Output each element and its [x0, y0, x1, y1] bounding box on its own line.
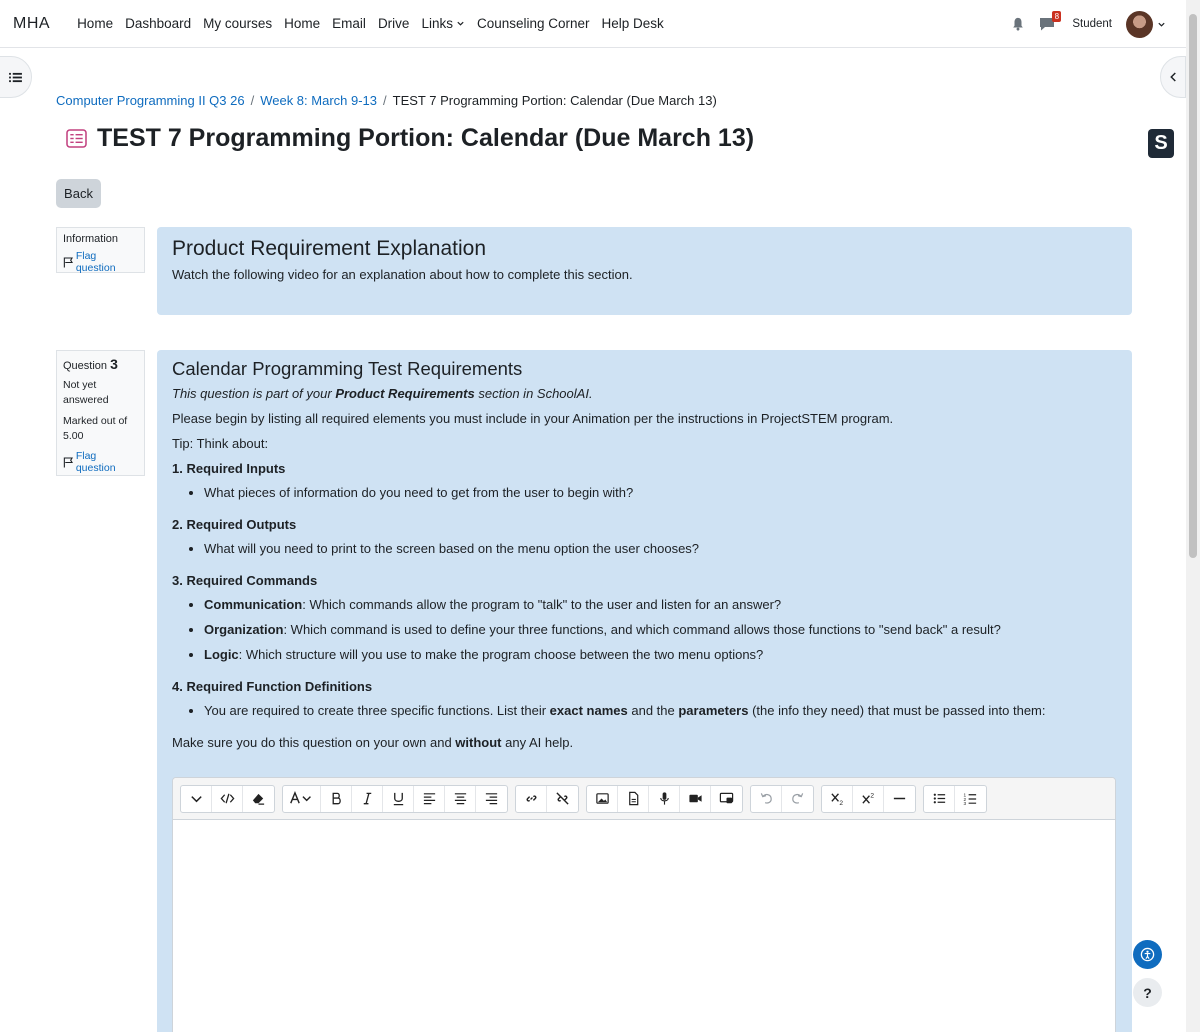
breadcrumb-separator: / — [250, 93, 255, 108]
logic-label: Logic — [204, 647, 239, 662]
align-left-button[interactable] — [414, 786, 445, 812]
question-marks: Marked out of 5.00 — [63, 415, 128, 442]
nav-email[interactable]: Email — [332, 16, 366, 31]
primary-navigation — [71, 16, 670, 31]
toolbar-group — [923, 785, 987, 813]
closing-text-a: Make sure you do this question on your own and — [172, 735, 452, 750]
course-index-toggle[interactable] — [0, 56, 32, 98]
question-info-box — [56, 350, 145, 476]
quiz-icon — [66, 129, 87, 148]
flag-icon — [63, 457, 74, 468]
link-button[interactable] — [516, 786, 547, 812]
accessibility-icon — [1140, 947, 1155, 962]
video-icon — [688, 791, 703, 806]
information-info-box — [56, 227, 145, 273]
question-tip: Tip: Think about: — [172, 436, 269, 451]
flag-question-link[interactable] — [63, 450, 138, 474]
undo-icon — [759, 791, 774, 806]
image-icon — [595, 791, 610, 806]
editor-toolbar — [173, 778, 1115, 820]
nav-home[interactable]: Home — [77, 16, 114, 31]
align-left-icon — [422, 791, 437, 806]
nav-help-desk[interactable]: Help Desk — [601, 16, 664, 31]
block-drawer-toggle[interactable] — [1160, 56, 1186, 98]
svg-text:2: 2 — [838, 800, 843, 806]
align-center-button[interactable] — [445, 786, 476, 812]
page-title: TEST 7 Programming Portion: Calendar (Due March 13) — [97, 124, 755, 152]
toolbar-group — [515, 785, 579, 813]
functions-text-c: (the info they need) that must be passed into them: — [752, 703, 1046, 718]
editor-text-area[interactable] — [173, 820, 1115, 1032]
chevron-down-icon[interactable] — [1157, 20, 1166, 29]
information-content — [157, 227, 1132, 315]
link-icon — [524, 791, 539, 806]
list-item — [204, 647, 1117, 663]
user-name[interactable]: Student — [1072, 18, 1112, 30]
list-item: • What will you need to print to the screen based on the menu option the user chooses? — [204, 541, 1117, 557]
question-number — [63, 356, 138, 372]
font-color-icon — [288, 791, 316, 806]
organization-text: : Which command is used to define your three functions, and which command allows those functions to "send back" a result? — [283, 622, 1001, 637]
nav-counseling-corner[interactable]: Counseling Corner — [476, 16, 590, 31]
list-item — [204, 622, 1117, 638]
accessibility-button[interactable] — [1133, 940, 1162, 969]
insert-file-button[interactable] — [618, 786, 649, 812]
bullet-list-icon — [932, 791, 947, 806]
question-begin: Please begin by listing all required elements you must include in your Animation per the instructions in ProjectSTEM program. — [172, 411, 894, 426]
nav-home-2[interactable]: Home — [284, 16, 321, 31]
intro-bold: Product Requirements — [335, 386, 475, 401]
question-status: Not yet answered — [63, 379, 109, 406]
superscript-button[interactable] — [853, 786, 884, 812]
required-inputs-list — [204, 485, 1117, 501]
toolbar-group — [586, 785, 743, 813]
bold-button[interactable] — [321, 786, 352, 812]
record-audio-button[interactable] — [649, 786, 680, 812]
screen-record-button[interactable] — [711, 786, 742, 812]
svg-text:1: 1 — [963, 792, 967, 798]
information-text: Watch the following video for an explanation about how to complete this section. — [172, 267, 633, 282]
undo-button[interactable] — [751, 786, 782, 812]
scrollbar-thumb[interactable] — [1189, 14, 1197, 558]
page-scrollbar[interactable] — [1186, 0, 1200, 1032]
flag-question-label: Flag question — [75, 450, 116, 474]
microphone-icon — [657, 791, 672, 806]
communication-label: Communication — [204, 597, 303, 612]
list-icon — [9, 72, 22, 83]
avatar[interactable] — [1126, 11, 1153, 38]
breadcrumb-week[interactable]: Week 8: March 9-13 — [260, 93, 378, 108]
numbered-list-icon — [963, 791, 978, 806]
horizontal-rule-icon — [892, 791, 907, 806]
question-intro — [172, 386, 1117, 402]
nav-links-dropdown[interactable] — [415, 16, 471, 31]
required-commands-list — [204, 597, 1117, 663]
question-mark-icon: ? — [1143, 984, 1152, 1001]
expand-toolbar-button[interactable] — [181, 786, 212, 812]
flag-question-link[interactable] — [63, 250, 138, 274]
nav-my-courses[interactable]: My courses — [203, 16, 273, 31]
numbered-list-button[interactable] — [955, 786, 986, 812]
code-icon — [220, 791, 235, 806]
intro-text-2: section in SchoolAI. — [478, 386, 593, 401]
communication-text: : Which commands allow the program to "talk" to the user and listen for an answer? — [302, 597, 782, 612]
user-menu-area — [1011, 0, 1166, 48]
italic-button[interactable] — [352, 786, 383, 812]
nav-links-label: Links — [421, 16, 453, 31]
redo-button[interactable] — [782, 786, 813, 812]
toolbar-group — [821, 785, 916, 813]
closing-text-b: any AI help. — [505, 735, 574, 750]
eraser-icon — [251, 791, 266, 806]
breadcrumb-current: TEST 7 Programming Portion: Calendar (Due March 13) — [392, 93, 717, 108]
svg-text:2: 2 — [869, 792, 874, 800]
font-color-button[interactable] — [283, 786, 321, 812]
answer-editor — [172, 777, 1116, 1032]
align-right-button[interactable] — [476, 786, 507, 812]
align-right-icon — [484, 791, 499, 806]
brand-logo[interactable]: MHA — [13, 14, 51, 32]
source-code-button[interactable] — [212, 786, 243, 812]
help-button[interactable] — [1133, 978, 1162, 1007]
redo-icon — [790, 791, 805, 806]
flag-question-label: Flag question — [75, 250, 116, 274]
section-required-commands: 3. Required Commands — [172, 573, 318, 588]
list-item — [204, 703, 1117, 719]
functions-text-b: and the — [631, 703, 675, 718]
logic-text: : Which structure will you use to make the program choose between the two menu options? — [238, 647, 764, 662]
svg-text:3: 3 — [963, 801, 967, 806]
breadcrumb-separator: / — [383, 93, 387, 108]
organization-label: Organization — [204, 622, 284, 637]
functions-text-a: You are required to create three specific functions. List their — [204, 703, 547, 718]
italic-icon — [360, 791, 375, 806]
superscript-icon — [861, 791, 876, 806]
question-label: Question — [63, 360, 108, 372]
required-functions-list — [204, 703, 1117, 719]
svg-text:2: 2 — [963, 796, 967, 802]
record-video-button[interactable] — [680, 786, 711, 812]
messages-button[interactable] — [1039, 12, 1060, 31]
required-outputs-list — [204, 541, 1117, 557]
bell-icon[interactable] — [1011, 17, 1025, 31]
question-number-value: 3 — [110, 356, 118, 372]
intro-text-1: This question is part of your — [172, 386, 332, 401]
subscript-icon — [830, 791, 845, 806]
message-count-badge: 8 — [1052, 11, 1061, 22]
nav-dashboard[interactable]: Dashboard — [125, 16, 192, 31]
information-label: Information — [63, 233, 119, 245]
subscript-button[interactable] — [822, 786, 853, 812]
bold-icon — [329, 791, 344, 806]
chevron-down-icon — [456, 19, 465, 28]
file-icon — [626, 791, 641, 806]
breadcrumb — [56, 93, 717, 108]
unlink-icon — [555, 791, 570, 806]
breadcrumb-course[interactable]: Computer Programming II Q3 26 — [56, 93, 245, 108]
underline-button[interactable] — [383, 786, 414, 812]
closing-instruction — [172, 735, 1117, 751]
closing-bold: without — [455, 735, 502, 750]
section-required-inputs: 1. Required Inputs — [172, 461, 286, 476]
clear-formatting-button[interactable] — [243, 786, 274, 812]
nav-drive[interactable]: Drive — [377, 16, 410, 31]
functions-bold-parameters: parameters — [678, 703, 749, 718]
screen-icon — [719, 791, 734, 806]
section-required-function-definitions: 4. Required Function Definitions — [172, 679, 373, 694]
question-heading: Calendar Programming Test Requirements — [172, 358, 523, 379]
chevron-down-icon — [189, 791, 204, 806]
align-center-icon — [453, 791, 468, 806]
functions-bold-names: exact names — [549, 703, 628, 718]
section-required-outputs: 2. Required Outputs — [172, 517, 297, 532]
horizontal-rule-button[interactable] — [884, 786, 915, 812]
back-button[interactable]: Back — [56, 179, 101, 208]
top-navbar — [0, 0, 1186, 48]
information-heading: Product Requirement Explanation — [172, 237, 487, 260]
schoolai-logo[interactable]: S — [1148, 129, 1174, 158]
unlink-button[interactable] — [547, 786, 578, 812]
list-item: • What pieces of information do you need to get from the user to begin with? — [204, 485, 1117, 501]
underline-icon — [391, 791, 406, 806]
flag-icon — [63, 257, 74, 268]
chevron-left-icon — [1169, 71, 1178, 83]
page-header — [66, 124, 754, 153]
toolbar-group — [750, 785, 814, 813]
toolbar-group — [180, 785, 275, 813]
insert-image-button[interactable] — [587, 786, 618, 812]
bullet-list-button[interactable] — [924, 786, 955, 812]
list-item — [204, 597, 1117, 613]
toolbar-group — [282, 785, 508, 813]
